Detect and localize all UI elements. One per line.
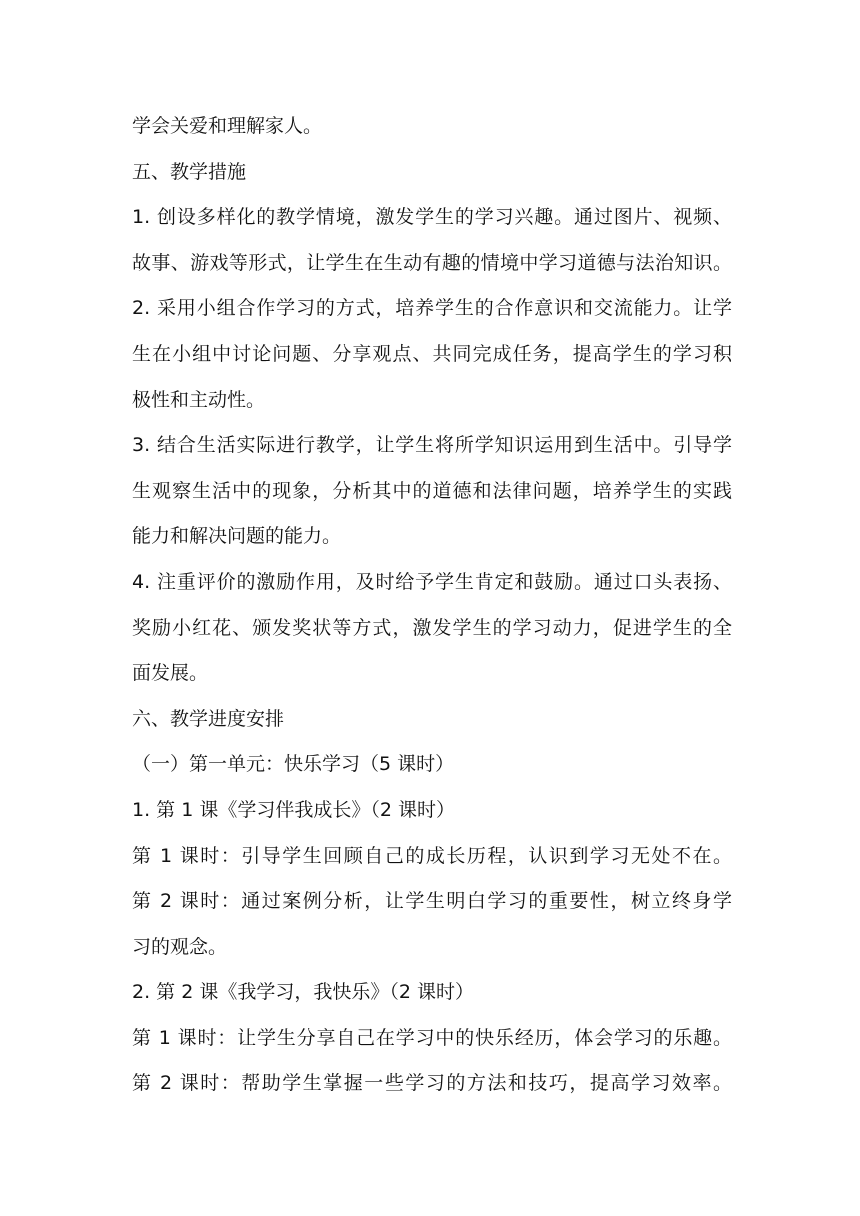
text-line: 奖励小红花、颁发奖状等方式，激发学生的学习动力，促进学生的全 xyxy=(132,616,732,639)
text-line: 第 1 课时：引导学生回顾自己的成长历程，认识到学习无处不在。 xyxy=(132,844,732,867)
unit-heading: （一）第一单元：快乐学习（5 课时） xyxy=(132,753,455,776)
text-line: 面发展。 xyxy=(132,662,209,685)
text-line: 3. 结合生活实际进行教学，让学生将所学知识运用到生活中。引导学 xyxy=(132,434,732,457)
section-heading-measures: 五、教学措施 xyxy=(132,160,247,183)
text-line: 2. 采用小组合作学习的方式，培养学生的合作意识和交流能力。让学 xyxy=(132,297,732,320)
lesson-heading: 2. 第 2 课《我学习，我快乐》（2 课时） xyxy=(132,981,474,1004)
text-line: 极性和主动性。 xyxy=(132,388,266,411)
text-line: 第 2 课时：帮助学生掌握一些学习的方法和技巧，提高学习效率。 xyxy=(132,1072,732,1095)
text-line: 习的观念。 xyxy=(132,935,228,958)
text-line: 故事、游戏等形式，让学生在生动有趣的情境中学习道德与法治知识。 xyxy=(132,251,732,274)
text-line: 生观察生活中的现象，分析其中的道德和法律问题，培养学生的实践 xyxy=(132,479,732,502)
lesson-heading: 1. 第 1 课《学习伴我成长》（2 课时） xyxy=(132,798,455,821)
text-line: 第 2 课时：通过案例分析，让学生明白学习的重要性，树立终身学 xyxy=(132,890,732,913)
text-line: 学会关爱和理解家人。 xyxy=(132,115,323,137)
text-line: 1. 创设多样化的教学情境，激发学生的学习兴趣。通过图片、视频、 xyxy=(132,206,732,229)
text-line: 生在小组中讨论问题、分享观点、共同完成任务，提高学生的学习积 xyxy=(132,342,732,365)
section-heading-schedule: 六、教学进度安排 xyxy=(132,707,285,730)
text-line: 第 1 课时：让学生分享自己在学习中的快乐经历，体会学习的乐趣。 xyxy=(132,1026,732,1049)
text-line: 能力和解决问题的能力。 xyxy=(132,525,342,548)
document-body xyxy=(132,109,732,1112)
text-line: 4. 注重评价的激励作用，及时给予学生肯定和鼓励。通过口头表扬、 xyxy=(132,570,732,593)
